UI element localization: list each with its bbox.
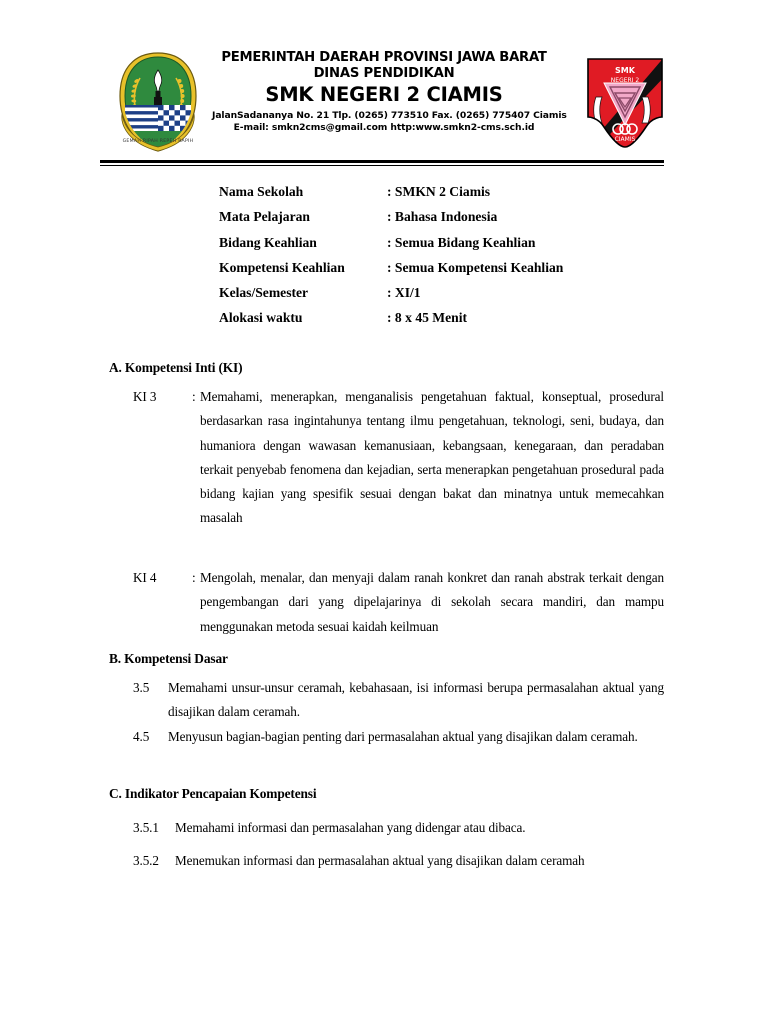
divider-thin-line (100, 165, 664, 166)
divider-thick-line (100, 160, 664, 163)
ipk-text: Memahami informasi dan permasalahan yang didengar atau dibaca. (175, 820, 526, 835)
ipk-item-351 (133, 816, 664, 840)
ki-label: KI 3 (133, 389, 157, 404)
identity-value: : Semua Bidang Keahlian (387, 234, 536, 250)
school-logo-top-text: SMK (615, 66, 635, 75)
address-line: JalanSadananya No. 21 Tlp. (0265) 773510 Fax. (0265) 775407 Ciamis (212, 109, 567, 121)
ki-text: Memahami, menerapkan, menganalisis pengetahuan faktual, konseptual, prosedural berdasarkan rasa ingintahunya tentang ilmu pengetahuan, teknologi, seni, budaya, dan humaniora dengan wawasan kemanusiaan, kebangsaan, kenegaraan, dan peradaban terkait penyebab fenomena dan kejadian, serta menerapkan pengetahuan prosedural pada bidang kajian yang spesifik sesuai dengan bakat dan minatnya untuk memecahkan masalah (200, 389, 664, 526)
identity-value: : Bahasa Indonesia (387, 209, 498, 225)
ipk-number: 3.5.1 (133, 820, 159, 835)
school-logo-sub-text: NEGERI 2 (610, 77, 640, 84)
contact-line: E-mail: smkn2cms@gmail.com http:www.smkn2-cms.sch.id (233, 122, 535, 134)
identity-label: Nama Sekolah (219, 184, 304, 199)
table-row (219, 184, 639, 209)
identity-value: : SMKN 2 Ciamis (387, 184, 491, 199)
section-heading-indikator: C. Indikator Pencapaian Kompetensi (109, 786, 317, 801)
ki-item-4 (133, 566, 664, 639)
table-row (219, 235, 639, 260)
table-row (219, 310, 639, 335)
header-divider (100, 160, 664, 166)
ki-item-3 (133, 385, 664, 531)
ki-text: Mengolah, menalar, dan menyaji dalam ranah konkret dan ranah abstrak terkait dengan pengembangan dari yang dipelajarinya di sekolah secara mandiri, dan mampu menggunakan metoda sesuai kaidah keilmuan (200, 570, 664, 634)
identity-label: Kelas/Semester (219, 285, 309, 301)
svg-text:GEMAH RIPAH REPEH RAPIH: GEMAH RIPAH REPEH RAPIH (122, 139, 194, 144)
ipk-number: 3.5.2 (133, 853, 159, 868)
table-row (219, 260, 639, 285)
table-row (219, 285, 639, 310)
letterhead (100, 44, 664, 162)
section-heading-kompetensi-dasar: B. Kompetensi Dasar (109, 651, 228, 666)
ki-colon: : (192, 389, 196, 404)
kd-text: Memahami unsur-unsur ceramah, kebahasaan, isi informasi berupa permasalahan aktual yang disajikan dalam ceramah. (168, 680, 664, 720)
identity-label: Kompetensi Keahlian (219, 259, 345, 275)
identity-label: Alokasi waktu (219, 310, 303, 326)
ipk-text: Menemukan informasi dan permasalahan aktual yang disajikan dalam ceramah (175, 853, 585, 868)
ki-colon: : (192, 570, 196, 585)
kd-text: Menyusun bagian-bagian penting dari permasalahan aktual yang disajikan dalam ceramah. (168, 729, 638, 744)
identity-value: : XI/1 (387, 285, 421, 301)
identity-label: Bidang Keahlian (219, 234, 317, 250)
school-logo-bottom-text: CIAMIS (614, 136, 636, 143)
ipk-item-352 (133, 849, 664, 873)
kd-item-35 (133, 676, 664, 725)
section-heading-kompetensi-inti: A. Kompetensi Inti (KI) (109, 360, 243, 375)
jawa-barat-emblem-icon (114, 52, 202, 152)
identity-value: : Semua Kompetensi Keahlian (387, 259, 564, 275)
government-line: PEMERINTAH DAERAH PROVINSI JAWA BARAT (221, 50, 547, 65)
department-line: DINAS PENDIDIKAN (313, 66, 455, 82)
kd-number: 3.5 (133, 680, 150, 695)
identity-value: : 8 x 45 Menit (387, 310, 468, 326)
table-row (219, 209, 639, 234)
identity-label: Mata Pelajaran (219, 209, 310, 225)
kd-item-45 (133, 725, 664, 749)
school-logo-icon (584, 55, 666, 151)
ki-label: KI 4 (133, 570, 157, 585)
lesson-identity-table (219, 184, 639, 336)
school-name: SMK NEGERI 2 CIAMIS (265, 82, 503, 106)
letterhead-text (212, 50, 567, 134)
kd-number: 4.5 (133, 729, 150, 744)
